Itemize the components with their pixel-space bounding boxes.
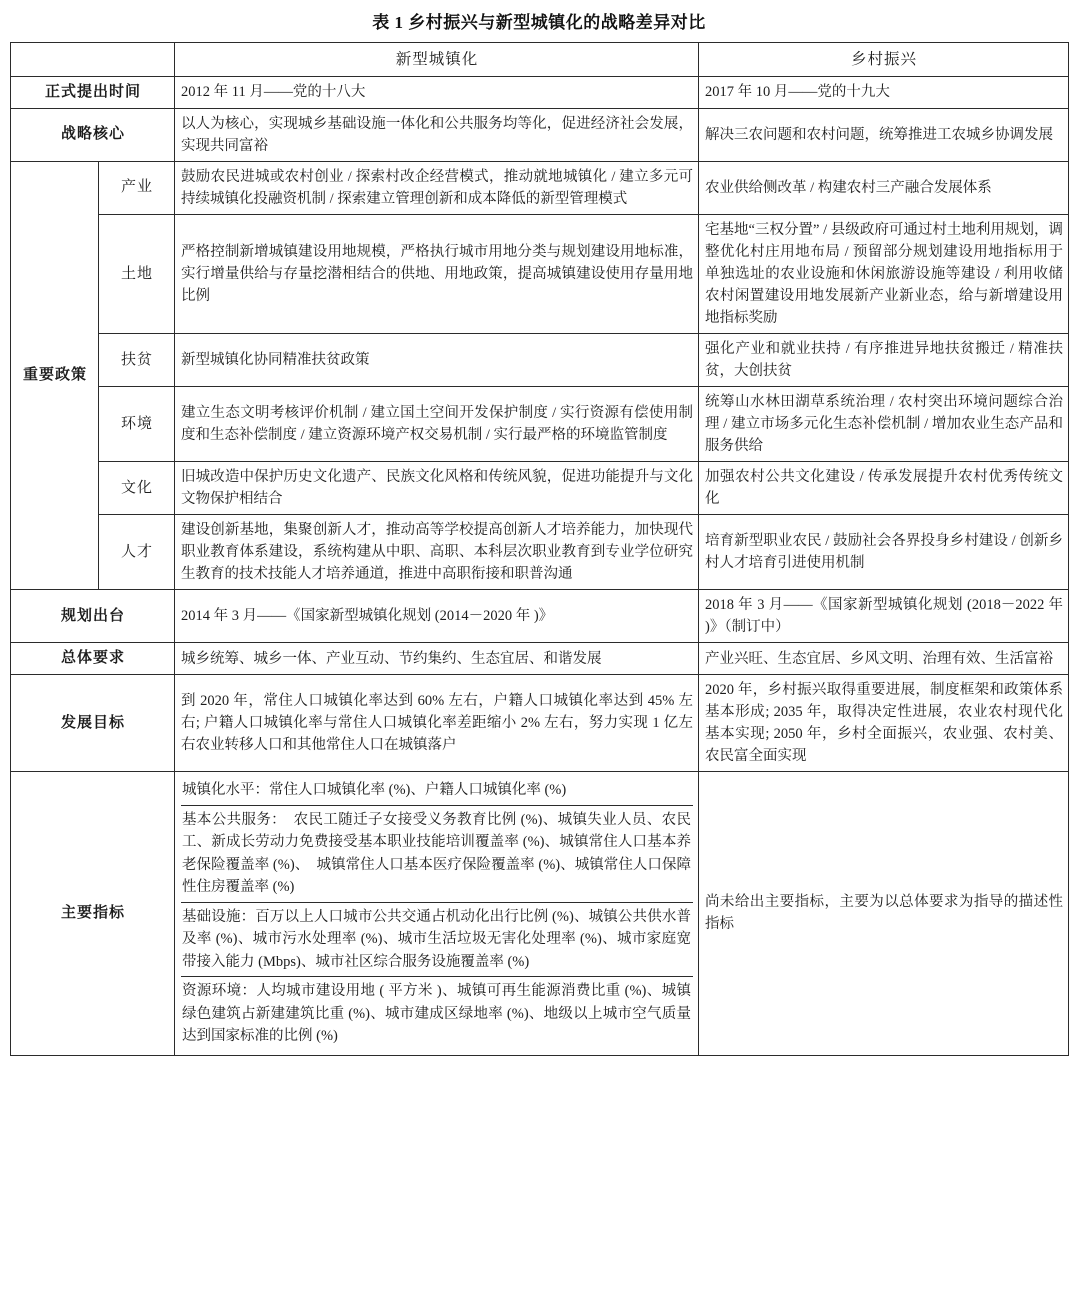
cell-environment-urbanization: 建立生态文明考核评价机制 / 建立国土空间开发保护制度 / 实行资源有偿使用制度和生态补偿制度 / 建立资源环境产权交易机制 / 实行最严格的环境监管制度 [175,387,699,462]
column-header-urbanization: 新型城镇化 [175,43,699,77]
cell-environment-revitalization: 统筹山水林田湖草系统治理 / 农村突出环境问题综合治理 / 建立市场多元化生态补偿机制 / 增加农业生态产品和服务供给 [699,387,1069,462]
sub-label-talent: 人才 [99,515,175,590]
table-row-policy-talent [11,515,1069,590]
table-row-policy-culture [11,462,1069,515]
table-row-policy-land [11,214,1069,333]
cell-culture-revitalization: 加强农村公共文化建设 / 传承发展提升农村优秀传统文化 [699,462,1069,515]
table-row-main-indicators [11,772,1069,1055]
row-label-overall-requirements: 总体要求 [11,643,175,675]
indicator-block-row [181,902,693,976]
cell-strategic-core-revitalization: 解决三农问题和农村问题，统筹推进工农城乡协调发展 [699,108,1069,161]
table-row-plan-release [11,590,1069,643]
cell-proposed-time-urbanization: 2012 年 11 月——党的十八大 [175,77,699,109]
cell-talent-revitalization: 培育新型职业农民 / 鼓励社会各界投身乡村建设 / 创新乡村人才培育引进使用机制 [699,515,1069,590]
sub-label-environment: 环境 [99,387,175,462]
comparison-table [10,42,1069,1056]
indicator-urbanization-level: 城镇化水平：常住人口城镇化率 (%)、户籍人口城镇化率 (%) [181,776,693,805]
cell-development-goals-urbanization: 到 2020 年，常住人口城镇化率达到 60% 左右，户籍人口城镇化率达到 45% 左右; 户籍人口城镇化率与常住人口城镇化率差距缩小 2% 左右，努力实现 1 亿左右农业转移人口和其他常住人口在城镇落户 [175,675,699,772]
indicator-block-row [181,805,693,902]
column-header-revitalization: 乡村振兴 [699,43,1069,77]
sub-label-land: 土地 [99,214,175,333]
row-label-strategic-core: 战略核心 [11,108,175,161]
table-row-overall-requirements [11,643,1069,675]
indicator-block-row [181,977,693,1051]
cell-overall-requirements-urbanization: 城乡统筹、城乡一体、产业互动、节约集约、生态宜居、和谐发展 [175,643,699,675]
cell-plan-release-urbanization: 2014 年 3 月——《国家新型城镇化规划 (2014－2020 年 )》 [175,590,699,643]
row-label-plan-release: 规划出台 [11,590,175,643]
row-label-development-goals: 发展目标 [11,675,175,772]
cell-plan-release-revitalization: 2018 年 3 月——《国家新型城镇化规划 (2018－2022 年 )》（制订中） [699,590,1069,643]
cell-poverty-revitalization: 强化产业和就业扶持 / 有序推进异地扶贫搬迁 / 精准扶贫，大创扶贫 [699,334,1069,387]
cell-industry-urbanization: 鼓励农民进城或农村创业 / 探索村改企经营模式，推动就地城镇化 / 建立多元可持续城镇化投融资机制 / 探索建立管理创新和成本降低的新型管理模式 [175,161,699,214]
row-label-key-policies: 重要政策 [11,161,99,590]
row-label-main-indicators: 主要指标 [11,772,175,1055]
indicator-resources-environment: 资源环境：人均城市建设用地 ( 平方米 )、城镇可再生能源消费比重 (%)、城镇绿色建筑占新建建筑比重 (%)、城市建成区绿地率 (%)、地级以上城市空气质量达到国家标准的比例 (%) [182,983,691,1045]
cell-development-goals-revitalization: 2020 年，乡村振兴取得重要进展，制度框架和政策体系基本形成; 2035 年，取得决定性进展，农业农村现代化基本实现; 2050 年，乡村全面振兴，农业强、农村美、农民富全面实现 [699,675,1069,772]
table-row-policy-industry [11,161,1069,214]
table-header-row [11,43,1069,77]
cell-proposed-time-revitalization: 2017 年 10 月——党的十九大 [699,77,1069,109]
cell-talent-urbanization: 建设创新基地，集聚创新人才，推动高等学校提高创新人才培养能力，加快现代职业教育体系建设，系统构建从中职、高职、本科层次职业教育到专业学位研究生教育的技术技能人才培养通道，推进中高职衔接和职普沟通 [175,515,699,590]
table-row-proposed-time [11,77,1069,109]
column-header-label [11,43,175,77]
sub-label-culture: 文化 [99,462,175,515]
table-row-policy-environment [11,387,1069,462]
table-row-strategic-core [11,108,1069,161]
sub-label-industry: 产业 [99,161,175,214]
row-label-proposed-time: 正式提出时间 [11,77,175,109]
cell-strategic-core-urbanization: 以人为核心，实现城乡基础设施一体化和公共服务均等化，促进经济社会发展，实现共同富裕 [175,108,699,161]
cell-overall-requirements-revitalization: 产业兴旺、生态宜居、乡风文明、治理有效、生活富裕 [699,643,1069,675]
sub-label-poverty-alleviation: 扶贫 [99,334,175,387]
cell-poverty-urbanization: 新型城镇化协同精准扶贫政策 [175,334,699,387]
table-row-development-goals [11,675,1069,772]
cell-land-revitalization: 宅基地“三权分置” / 县级政府可通过村土地利用规划，调整优化村庄用地布局 / 预留部分规划建设用地指标用于单独选址的农业设施和休闲旅游设施等建设 / 利用收储农村闲置建设用地发展新产业新业态，给与新增建设用地指标奖励 [699,214,1069,333]
indicator-block-list [181,776,693,1050]
cell-main-indicators-urbanization [175,772,699,1055]
indicator-infrastructure: 基础设施：百万以上人口城市公共交通占机动化出行比例 (%)、城镇公共供水普及率 (%)、城市污水处理率 (%)、城市生活垃圾无害化处理率 (%)、城市家庭宽带接入能力 (Mbps)、城市社区综合服务设施覆盖率 (%) [181,902,693,976]
indicator-public-services: 基本公共服务： 农民工随迁子女接受义务教育比例 (%)、城镇失业人员、农民工、新成长劳动力免费接受基本职业技能培训覆盖率 (%)、城镇常住人口基本养老保险覆盖率 (%)、 城镇常住人口基本医疗保险覆盖率 (%)、城镇常住人口保障性住房覆盖率 (%) [181,805,693,902]
cell-main-indicators-revitalization: 尚未给出主要指标，主要为以总体要求为指导的描述性指标 [699,772,1069,1055]
cell-land-urbanization: 严格控制新增城镇建设用地规模，严格执行城市用地分类与规划建设用地标准，实行增量供给与存量挖潜相结合的供地、用地政策，提高城镇建设使用存量用地比例 [175,214,699,333]
cell-culture-urbanization: 旧城改造中保护历史文化遗产、民族文化风格和传统风貌，促进功能提升与文化文物保护相结合 [175,462,699,515]
cell-industry-revitalization: 农业供给侧改革 / 构建农村三产融合发展体系 [699,161,1069,214]
page-title: 表 1 乡村振兴与新型城镇化的战略差异对比 [372,13,706,32]
indicator-block-row [181,776,693,805]
table-row-policy-poverty [11,334,1069,387]
